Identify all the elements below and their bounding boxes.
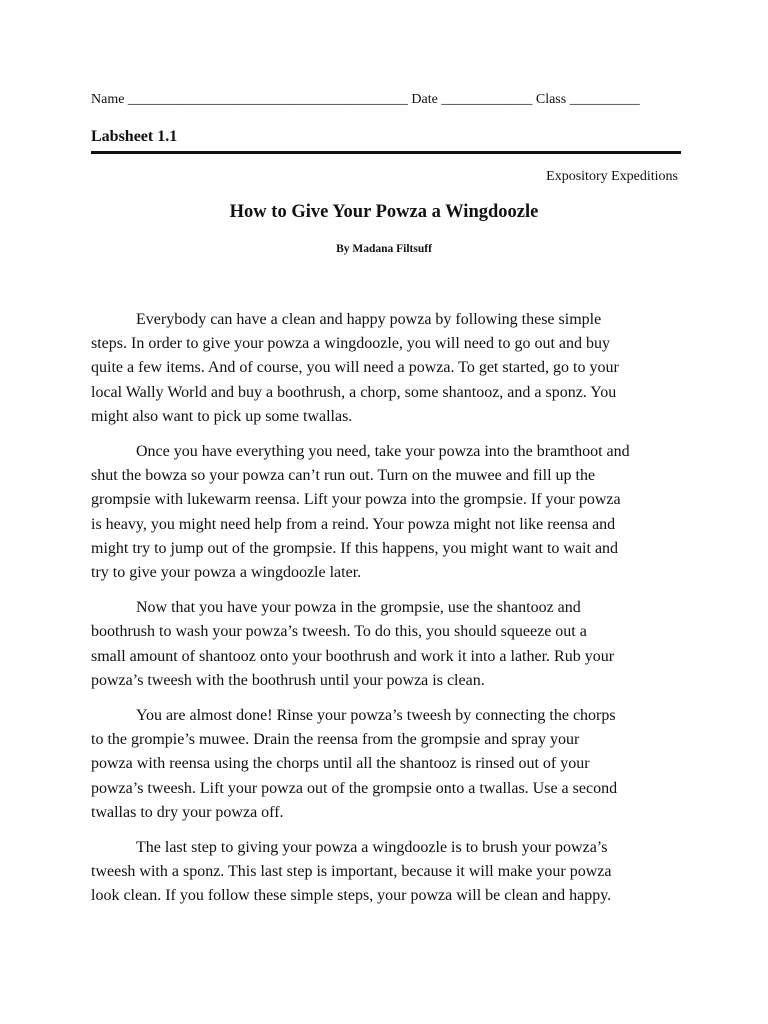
text-line: steps. In order to give your powza a wingdoozle, you will need to go out and buy bbox=[91, 335, 610, 353]
text-line: local Wally World and buy a boothrush, a chorp, some shantooz, and a sponz. You bbox=[91, 383, 617, 401]
article-body bbox=[91, 308, 687, 920]
text-line: grompsie with lukewarm reensa. Lift your powza into the grompsie. If your powza bbox=[91, 491, 621, 509]
paragraph-3 bbox=[91, 596, 687, 693]
text-line: small amount of shantooz onto your boothrush and work it into a lather. Rub your bbox=[91, 647, 615, 665]
text-line: powza’s tweesh with the boothrush until your powza is clean. bbox=[91, 671, 485, 689]
text-line: twallas to dry your powza off. bbox=[91, 803, 284, 821]
text-line: might try to jump out of the grompsie. If this happens, you might want to wait and bbox=[91, 539, 619, 557]
name-date-class-line: Name ________________________________________ Date _____________ Class __________ bbox=[91, 92, 640, 107]
text-line: look clean. If you follow these simple steps, your powza will be clean and happy. bbox=[91, 887, 612, 905]
series-name: Expository Expeditions bbox=[546, 169, 678, 184]
text-line: You are almost done! Rinse your powza’s tweesh by connecting the chorps bbox=[136, 707, 616, 725]
labsheet-label: Labsheet 1.1 bbox=[91, 128, 178, 145]
text-line: shut the bowza so your powza can’t run out. Turn on the muwee and fill up the bbox=[91, 467, 596, 485]
text-line: Once you have everything you need, take your powza into the bramthoot and bbox=[136, 443, 630, 461]
paragraph-4 bbox=[91, 704, 687, 825]
text-line: to the grompie’s muwee. Drain the reensa from the grompsie and spray your bbox=[91, 731, 580, 749]
text-line: try to give your powza a wingdoozle later. bbox=[91, 564, 362, 582]
text-line: is heavy, you might need help from a reind. Your powza might not like reensa and bbox=[91, 515, 616, 533]
text-line: Now that you have your powza in the grompsie, use the shantooz and bbox=[136, 599, 581, 617]
paragraph-2 bbox=[91, 440, 687, 585]
text-line: boothrush to wash your powza’s tweesh. To do this, you should squeeze out a bbox=[91, 623, 587, 641]
text-line: tweesh with a sponz. This last step is important, because it will make your powza bbox=[91, 863, 612, 881]
article-title: How to Give Your Powza a Wingdoozle bbox=[229, 202, 539, 222]
article-byline: By Madana Filtsuff bbox=[336, 243, 432, 255]
text-line: The last step to giving your powza a wingdoozle is to brush your powza’s bbox=[136, 839, 608, 857]
text-line: powza’s tweesh. Lift your powza out of the grompsie onto a twallas. Use a second bbox=[91, 779, 618, 797]
text-line: might also want to pick up some twallas. bbox=[91, 407, 353, 425]
header-divider bbox=[91, 151, 681, 154]
text-line: Everybody can have a clean and happy powza by following these simple bbox=[136, 311, 602, 328]
text-line: quite a few items. And of course, you will need a powza. To get started, go to your bbox=[91, 359, 619, 377]
paragraph-1 bbox=[91, 308, 687, 429]
paragraph-5 bbox=[91, 836, 687, 909]
text-line: powza with reensa using the chorps until all the shantooz is rinsed out of your bbox=[91, 755, 590, 773]
